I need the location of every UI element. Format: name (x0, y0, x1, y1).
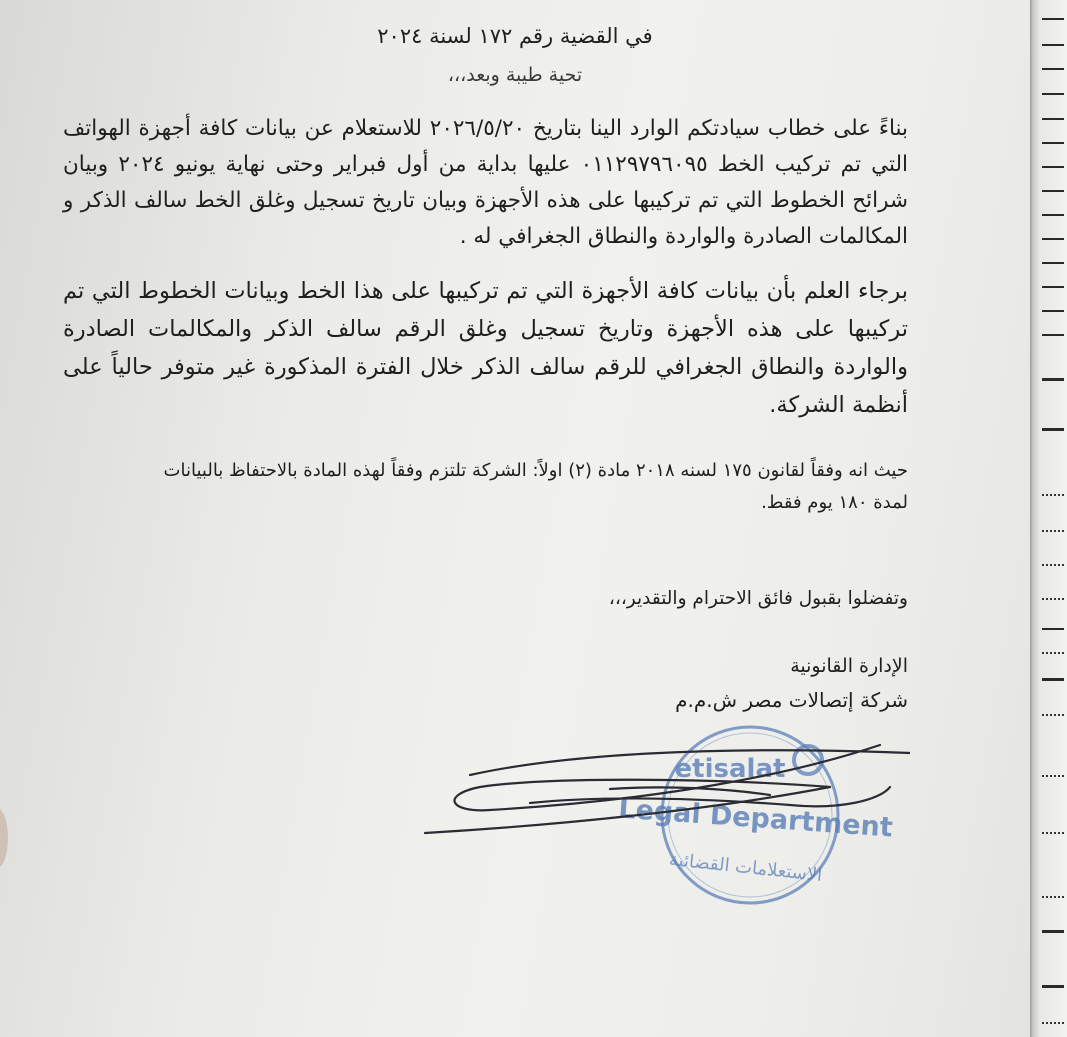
ledger-line (1042, 44, 1064, 46)
paragraph-request: بناءً على خطاب سيادتكم الوارد الينا بتاريخ ٢٠٢٦/٥/٢٠ للاستعلام عن بيانات كافة أجهزة الهواتف التي تم تركيب الخط ٠١١٢٩٧٩٦٠٩٥ عليها بداية من أول فبراير وحتى نهاية يونيو ٢٠٢٤ وبيان شرائح الخطوط التي تم تركيبها على هذه الأجهزة وبيان تاريخ تسجيل وغلق الخط سالف الذكر و المكالمات الصادرة والواردة والنطاق الجغرافي له . (63, 116, 909, 249)
ledger-line (1042, 262, 1064, 264)
ledger-line (1042, 334, 1064, 336)
ledger-line (1042, 142, 1064, 144)
paragraph-legal-basis: حيث انه وفقاً لقانون ١٧٥ لسنه ٢٠١٨ مادة (٢) اولاً: الشركة تلتزم وفقاً لهذه المادة بالاحتفاظ بالبيانات لمدة ١٨٠ يوم فقط. (163, 460, 908, 513)
ledger-line (1042, 18, 1064, 20)
ledger-line (1042, 166, 1064, 168)
ledger-line (1042, 678, 1064, 681)
ledger-line (1042, 238, 1064, 240)
department-name: الإدارة القانونية (790, 655, 908, 677)
ledger-dots (1042, 775, 1064, 779)
ledger-line (1042, 930, 1064, 933)
stamp-department-ar: الاستعلامات القضائية (668, 849, 824, 887)
ledger-line (1042, 214, 1064, 216)
ledger-line (1042, 985, 1064, 988)
ledger-line (1042, 93, 1064, 95)
ledger-dots (1042, 494, 1064, 498)
ledger-dots (1042, 530, 1064, 534)
thumb-edge (0, 808, 8, 868)
ledger-line (1042, 190, 1064, 192)
paragraph-response: برجاء العلم بأن بيانات كافة الأجهزة التي تم تركيبها على هذا الخط وبيانات الخطوط التي تم تركيبها على هذه الأجهزة وتاريخ تسجيل وغلق الرقم سالف الذكر والمكالمات الصادرة والواردة والنطاق الجغرافي للرقم سالف الذكر خلال الفترة المذكورة غير متوفر حالياً على أنظمة الشركة. (63, 278, 908, 418)
ledger-edge-strip (1030, 0, 1067, 1037)
stamp-brand-text: etisalat (674, 754, 786, 784)
ledger-line (1042, 310, 1064, 312)
closing-salutation: وتفضلوا بقبول فائق الاحترام والتقدير،،، (608, 588, 908, 609)
ledger-line (1042, 118, 1064, 120)
ledger-line (1042, 378, 1064, 381)
greeting: تحية طيبة وبعد،،، (447, 64, 583, 86)
ledger-line (1042, 286, 1064, 288)
ledger-dots (1042, 714, 1064, 718)
ledger-dots (1042, 896, 1064, 900)
stamp-and-signature (410, 715, 910, 915)
ledger-line (1042, 628, 1064, 630)
ledger-line (1042, 428, 1064, 431)
ledger-dots (1042, 832, 1064, 836)
ledger-line (1042, 68, 1064, 70)
stamp-department-en: Legal Department (617, 793, 894, 844)
case-reference: في القضية رقم ١٧٢ لسنة ٢٠٢٤ (377, 24, 653, 48)
company-name: شركة إتصالات مصر ش.م.م (675, 688, 908, 712)
ledger-dots (1042, 652, 1064, 656)
ledger-dots (1042, 1022, 1064, 1026)
ledger-dots (1042, 598, 1064, 602)
ledger-dots (1042, 564, 1064, 568)
